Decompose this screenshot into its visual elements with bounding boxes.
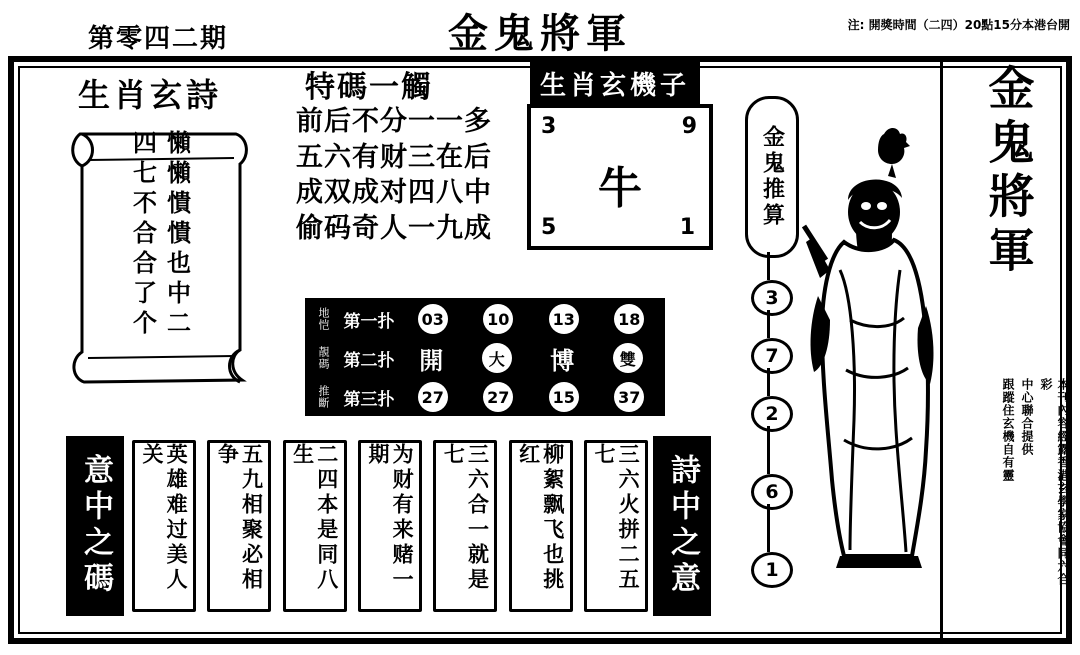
chain-link: [767, 504, 770, 552]
chain-node: 6: [751, 474, 793, 510]
result-ball: 27: [483, 382, 513, 412]
prediction-chain: [740, 96, 798, 581]
scroll-graphic: [52, 112, 267, 387]
result-ball: 37: [614, 382, 644, 412]
block-right-label: [653, 436, 711, 616]
table-row: [308, 301, 662, 337]
note-label: 注:: [847, 18, 865, 32]
heading-special-code: 特碼一觸: [305, 70, 433, 105]
result-ball: 18: [614, 304, 644, 334]
special-code-poem: [296, 104, 518, 247]
result-ball: 10: [483, 304, 513, 334]
card-text: 三六合一就是七: [441, 443, 490, 593]
block-left-label: [66, 436, 124, 616]
poem-line: 前后不分一一多: [296, 106, 492, 137]
result-ball: 15: [549, 382, 579, 412]
result-ball: 27: [418, 382, 448, 412]
card-text: 五九相聚必相争: [215, 443, 264, 593]
row-items: [400, 382, 662, 412]
result-ball: 03: [418, 304, 448, 334]
card-text: 英雄难过美人关: [140, 443, 189, 593]
disclaimer-column: 本刊內容經露香港玄學家協會同六合彩: [1039, 378, 1070, 586]
disclaimer-column: 中心聯合提供: [1020, 378, 1034, 456]
row-items: [400, 341, 662, 376]
right-masthead: [960, 64, 1056, 284]
row-name: 第一扑: [343, 311, 395, 332]
row-side-label: 推斷: [317, 385, 330, 409]
list-item: [584, 440, 648, 612]
issue-number: 第零四二期: [88, 24, 229, 54]
heading-zodiac-poem: 生肖玄詩: [78, 76, 223, 114]
chain-capsule: [745, 96, 799, 258]
warrior-illustration: [800, 120, 950, 570]
list-item: [207, 440, 271, 612]
zodiac-corner-bottom-right: 1: [679, 215, 695, 240]
note-text: 開獎時間（二四）20點15分本港台開: [868, 18, 1070, 32]
chain-node: 3: [751, 280, 793, 316]
draw-time-note: [848, 16, 1070, 33]
chain-link: [767, 368, 770, 396]
list-item: [509, 440, 573, 612]
poem-line: 成双成对四八中: [296, 177, 492, 209]
scroll-column-2: 四七不合合了个: [128, 130, 157, 340]
chain-node: 2: [751, 396, 793, 432]
list-item: [433, 440, 497, 612]
table-row: [308, 340, 662, 376]
row-name: 第二扑: [343, 350, 395, 371]
result-ball: 13: [549, 304, 579, 334]
zodiac-corner-top-left: 3: [541, 114, 557, 139]
row-side-label: 靚碼: [317, 346, 330, 370]
result-table: [305, 298, 665, 416]
disclaimer-column: 跟蹤住玄機自有靈: [1001, 378, 1015, 482]
chain-link: [767, 426, 770, 474]
list-item: [283, 440, 347, 612]
right-masthead-text: 金鬼將軍: [981, 64, 1036, 280]
chain-capsule-text: 金鬼推算: [759, 125, 785, 229]
poem-line: 五六有财三在后: [296, 141, 492, 173]
table-row: [308, 379, 662, 415]
zodiac-box: [527, 104, 713, 250]
zodiac-animal: 牛: [598, 163, 642, 214]
zodiac-corner-bottom-left: 5: [541, 215, 557, 240]
chain-link: [767, 310, 770, 338]
list-item: [358, 440, 422, 612]
masthead-title: 金鬼將軍: [448, 11, 632, 57]
card-text: 为财有来赌一期: [365, 443, 415, 593]
block-right-text: 詩中之意: [665, 454, 700, 598]
card-text: 柳絮飘飞也挑红: [516, 443, 565, 593]
right-disclaimer: [1000, 378, 1072, 593]
row-items: [400, 304, 662, 334]
chain-node: 1: [751, 552, 793, 588]
result-ball: 大: [482, 343, 512, 373]
row-name: 第三扑: [343, 389, 395, 410]
row-side-label: 地恺: [317, 307, 330, 331]
card-text: 二四本是同八生: [290, 443, 339, 593]
result-ball: 雙: [613, 343, 643, 373]
scroll-column-1: 懶懶憒憒也中二: [162, 130, 191, 340]
poem-line: 偷码奇人一九成: [296, 212, 492, 244]
block-left-text: 意中之碼: [78, 454, 113, 598]
zodiac-corner-top-right: 9: [681, 114, 697, 139]
card-text: 三六火拼二五七: [591, 443, 641, 593]
result-text: 開: [419, 346, 444, 375]
chain-link: [767, 252, 770, 280]
chain-node: 7: [751, 338, 793, 374]
list-item: [132, 440, 196, 612]
card-list: [132, 440, 648, 612]
heading-zodiac-box: 生肖玄機子: [530, 62, 700, 107]
bottom-strip: [66, 436, 711, 616]
result-text: 博: [550, 346, 575, 375]
